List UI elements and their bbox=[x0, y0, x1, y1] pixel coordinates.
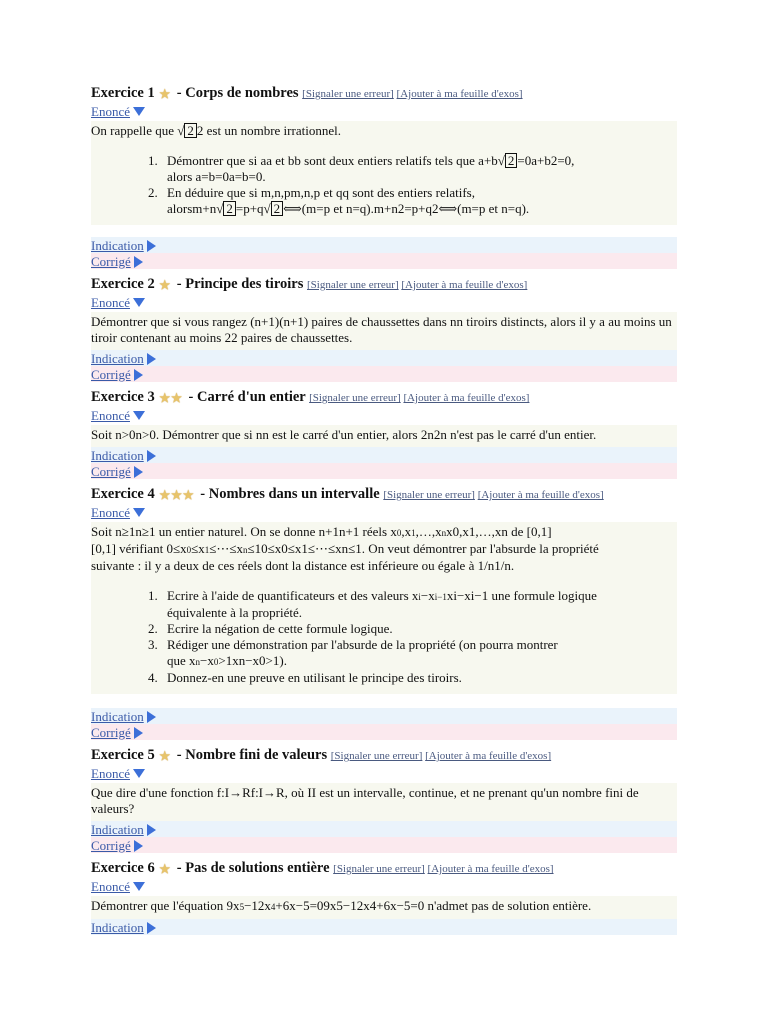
exercise-title bbox=[91, 859, 677, 878]
star-icon: ★ bbox=[159, 86, 171, 101]
corrige-bar bbox=[91, 253, 677, 269]
question-item: 1. Démontrer que si aa et bb sont deux entiers relatifs tels que a+b√ 2 =0a+b2=0, alors a=b=0a=b=0. bbox=[161, 153, 677, 185]
exercise-title bbox=[91, 275, 677, 294]
exercise-6 bbox=[91, 859, 677, 935]
enonce-label: Enoncé bbox=[91, 104, 130, 119]
corrige-bar bbox=[91, 724, 677, 740]
indication-toggle[interactable]: Indication bbox=[91, 238, 156, 254]
add-to-sheet-link[interactable]: [Ajouter à ma feuille d'exos] bbox=[396, 88, 523, 100]
exercise-number: Exercice 4 bbox=[91, 486, 155, 502]
star-icon: ★ bbox=[159, 861, 171, 876]
enonce-body bbox=[91, 312, 677, 350]
indication-toggle[interactable]: Indication bbox=[91, 822, 156, 838]
arrow-down-icon bbox=[133, 107, 145, 116]
add-to-sheet-link[interactable]: [Ajouter à ma feuille d'exos] bbox=[477, 489, 604, 501]
exercise-title bbox=[91, 485, 677, 504]
report-error-link[interactable]: [Signaler une erreur] bbox=[309, 392, 401, 404]
enonce-text: On rappelle que √ 2 2 est un nombre irrationnel. bbox=[91, 123, 341, 138]
exercise-1 bbox=[91, 84, 677, 269]
exercise-name: - Nombre fini de valeurs bbox=[173, 747, 328, 763]
arrow-right-icon bbox=[134, 369, 143, 381]
arrow-right-icon bbox=[147, 353, 156, 365]
enonce-body bbox=[91, 425, 677, 447]
report-error-link[interactable]: [Signaler une erreur] bbox=[333, 863, 425, 875]
indication-bar bbox=[91, 237, 677, 253]
arrow-down-icon bbox=[133, 298, 145, 307]
corrige-bar bbox=[91, 837, 677, 853]
difficulty-stars bbox=[159, 276, 171, 294]
exercise-title bbox=[91, 388, 677, 407]
exercise-number: Exercice 1 bbox=[91, 85, 155, 101]
arrow-down-icon bbox=[133, 411, 145, 420]
exercise-number: Exercice 2 bbox=[91, 276, 155, 292]
arrow-right-icon bbox=[147, 824, 156, 836]
report-error-link[interactable]: [Signaler une erreur] bbox=[383, 489, 475, 501]
star-icon: ★ bbox=[171, 487, 182, 502]
question-item: 2. Ecrire la négation de cette formule logique. bbox=[161, 621, 677, 637]
enonce-toggle[interactable]: Enoncé bbox=[91, 505, 145, 521]
enonce-text: Soit n>0n>0. Démontrer que si nn est le carré d'un entier, alors 2n2n n'est pas le carré d'un entier. bbox=[91, 427, 597, 442]
enonce-toggle[interactable] bbox=[91, 104, 145, 120]
star-icon: ★ bbox=[182, 487, 194, 502]
difficulty-stars bbox=[159, 747, 171, 765]
exercise-name: - Principe des tiroirs bbox=[173, 276, 304, 292]
exercise-name: - Nombres dans un intervalle bbox=[196, 486, 380, 502]
enonce-body bbox=[91, 121, 677, 225]
star-icon: ★ bbox=[159, 277, 171, 292]
arrow-right-icon bbox=[134, 256, 143, 268]
question-item: 4. Donnez-en une preuve en utilisant le principe des tiroirs. bbox=[161, 670, 677, 686]
enonce-text: Soit n≥1n≥1 un entier naturel. On se donne n+1n+1 réels x0,x1,…,xnx0,x1,…,xn de [0,1] bbox=[91, 524, 552, 539]
exercise-number: Exercice 5 bbox=[91, 747, 155, 763]
corrige-bar bbox=[91, 366, 677, 382]
indication-bar bbox=[91, 447, 677, 463]
report-error-link[interactable]: [Signaler une erreur] bbox=[302, 88, 394, 100]
arrow-right-icon bbox=[134, 466, 143, 478]
arrow-down-icon bbox=[133, 769, 145, 778]
corrige-bar bbox=[91, 463, 677, 479]
arrow-down-icon bbox=[133, 882, 145, 891]
enonce-toggle[interactable]: Enoncé bbox=[91, 295, 145, 311]
add-to-sheet-link[interactable]: [Ajouter à ma feuille d'exos] bbox=[401, 279, 528, 291]
arrow-down-icon bbox=[133, 508, 145, 517]
enonce-body bbox=[91, 522, 677, 694]
indication-toggle[interactable]: Indication bbox=[91, 448, 156, 464]
exercise-name: - Pas de solutions entière bbox=[173, 860, 330, 876]
exercise-4 bbox=[91, 485, 677, 740]
exercise-number: Exercice 6 bbox=[91, 860, 155, 876]
corrige-toggle[interactable]: Corrigé bbox=[91, 464, 143, 480]
indication-toggle[interactable]: Indication bbox=[91, 709, 156, 725]
exercise-3 bbox=[91, 388, 677, 479]
star-icon: ★ bbox=[159, 748, 171, 763]
question-item: 3. Rédiger une démonstration par l'absurde de la propriété (on pourra montrer que xn−x0>1xn−x0>1). bbox=[161, 637, 677, 670]
question-item: 2. En déduire que si m,n,pm,n,p et qq sont des entiers relatifs, alorsm+n√ 2 =p+q√ 2 ⟺(m=p et n=q).m+n2=p+q2⟺(m=p et n=q). bbox=[161, 185, 677, 217]
exercise-5 bbox=[91, 746, 677, 853]
corrige-toggle[interactable]: Corrigé bbox=[91, 838, 143, 854]
corrige-toggle[interactable]: Corrigé bbox=[91, 367, 143, 383]
enonce-text: Que dire d'une fonction f:I→Rf:I→R, où II est un intervalle, continue, et ne prenant qu'un nombre fini de valeurs? bbox=[91, 785, 639, 816]
exercise-number: Exercice 3 bbox=[91, 389, 155, 405]
add-to-sheet-link[interactable]: [Ajouter à ma feuille d'exos] bbox=[427, 863, 554, 875]
enonce-text: Démontrer que si vous rangez (n+1)(n+1) paires de chaussettes dans nn tiroirs distincts, alors il y a au moins un tiroir contenant au moins 22 paires de chaussettes. bbox=[91, 314, 672, 345]
arrow-right-icon bbox=[147, 922, 156, 934]
difficulty-stars bbox=[159, 860, 171, 878]
enonce-toggle[interactable]: Enoncé bbox=[91, 408, 145, 424]
add-to-sheet-link[interactable]: [Ajouter à ma feuille d'exos] bbox=[403, 392, 530, 404]
indication-bar bbox=[91, 919, 677, 935]
exercise-title bbox=[91, 84, 677, 103]
question-list bbox=[91, 588, 677, 686]
report-error-link[interactable]: [Signaler une erreur] bbox=[306, 279, 399, 291]
star-icon: ★ bbox=[159, 390, 171, 405]
arrow-right-icon bbox=[147, 450, 156, 462]
enonce-body bbox=[91, 896, 677, 919]
enonce-text: suivante : il y a deux de ces réels dont la distance est inférieure ou égale à 1/n1/n. bbox=[91, 558, 515, 573]
indication-toggle[interactable]: Indication bbox=[91, 920, 156, 936]
indication-toggle[interactable]: Indication bbox=[91, 351, 156, 367]
add-to-sheet-link[interactable]: [Ajouter à ma feuille d'exos] bbox=[425, 750, 552, 762]
star-icon: ★ bbox=[171, 390, 182, 405]
enonce-toggle[interactable]: Enoncé bbox=[91, 766, 145, 782]
arrow-right-icon bbox=[134, 727, 143, 739]
arrow-right-icon bbox=[147, 240, 156, 252]
difficulty-stars bbox=[159, 486, 194, 504]
difficulty-stars bbox=[159, 389, 183, 407]
corrige-toggle[interactable]: Corrigé bbox=[91, 725, 143, 741]
indication-bar bbox=[91, 708, 677, 724]
arrow-right-icon bbox=[147, 711, 156, 723]
corrige-toggle[interactable]: Corrigé bbox=[91, 254, 143, 270]
enonce-body bbox=[91, 783, 677, 821]
enonce-text: [0,1] vérifiant 0≤x0≤x1≤⋯≤xn≤10≤x0≤x1≤⋯≤xn≤1. On veut démontrer par l'absurde la propriété bbox=[91, 541, 599, 556]
report-error-link[interactable]: [Signaler une erreur] bbox=[330, 750, 423, 762]
exercise-2 bbox=[91, 275, 677, 382]
star-icon: ★ bbox=[159, 487, 171, 502]
arrow-right-icon bbox=[134, 840, 143, 852]
question-item: 1. Ecrire à l'aide de quantificateurs et des valeurs xi−xi−1xi−xi−1 une formule logique équivalente à la propriété. bbox=[161, 588, 677, 621]
indication-bar bbox=[91, 821, 677, 837]
exercise-name: - Corps de nombres bbox=[173, 85, 299, 101]
exercise-list bbox=[91, 84, 677, 941]
difficulty-stars bbox=[159, 85, 171, 103]
question-list bbox=[91, 153, 677, 217]
exercise-name: - Carré d'un entier bbox=[184, 389, 306, 405]
enonce-text: Démontrer que l'équation 9x5−12x4+6x−5=09x5−12x4+6x−5=0 n'admet pas de solution entière. bbox=[91, 898, 592, 913]
enonce-toggle[interactable]: Enoncé bbox=[91, 879, 145, 895]
indication-bar bbox=[91, 350, 677, 366]
exercise-title bbox=[91, 746, 677, 765]
